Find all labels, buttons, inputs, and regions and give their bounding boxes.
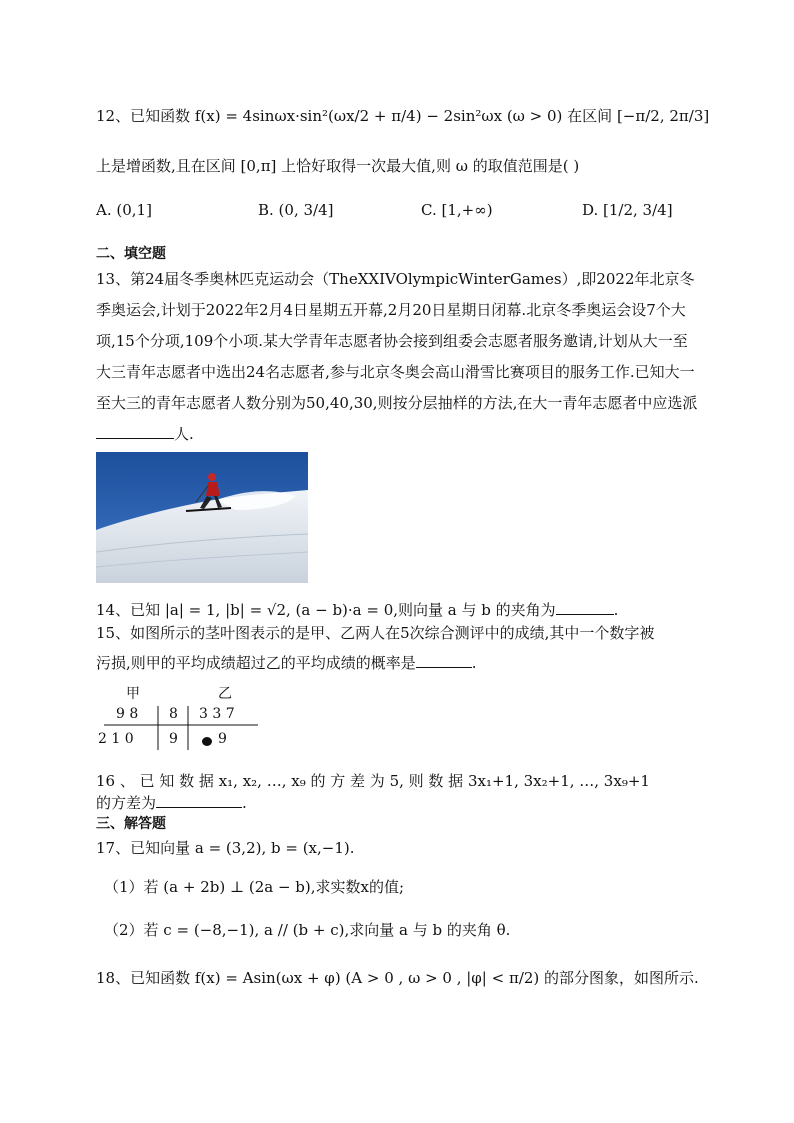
- stem-row1-left: 9 8: [116, 706, 139, 722]
- q17-part1: （1）若 (a + 2b) ⊥ (2a − b),求实数x的值;: [104, 878, 405, 896]
- q14-answer-blank: [556, 600, 614, 615]
- q15-line1: 15、如图所示的茎叶图表示的是甲、乙两人在5次综合测评中的成绩,其中一个数字被: [96, 624, 655, 642]
- stem-leaf-plot: [96, 680, 266, 750]
- stem-row1-right: 3 3 7: [199, 706, 235, 722]
- q16-body: 的方差为: [96, 794, 157, 812]
- q13-body: 13、第24届冬季奥林匹克运动会（TheXXIVOlympicWinterGames）,即2022年北京冬季奥运会,计划于2022年2月4日星期五开幕,2月20日星期日闭幕.北京冬季奥运会设7个大项,15个分项,109个小项.某大学青年志愿者协会接到组委会志愿者服务邀请,计划从大一至大三青年志愿者中选出24名志愿者,参与北京冬奥会高山滑雪比赛项目的服务工作.已知大一至大三的青年志愿者人数分别为50,40,30,则按分层抽样的方法,在大一青年志愿者中应选派: [96, 270, 698, 412]
- q14-tail: .: [613, 601, 619, 619]
- q16-line2: [96, 793, 247, 813]
- q15-line2: [96, 653, 477, 673]
- q13-tail: 人.: [174, 425, 194, 443]
- stem-row2-stem: 9: [169, 731, 178, 747]
- stem-label-yi: 乙: [218, 686, 232, 702]
- q17-intro: 17、已知向量 a = (3,2), b = (x,−1).: [96, 839, 355, 857]
- q18-text: 18、已知函数 f(x) = Asin(ωx + φ) (A > 0 , ω > 0 , |φ| < π/2) 的部分图象，如图所示.: [96, 969, 699, 987]
- q16-answer-blank: [156, 793, 242, 808]
- q14-body: 14、已知 |a| = 1, |b| = √2, (a − b)·a = 0,则向量 a 与 b 的夹角为: [96, 601, 556, 619]
- q12-option-b: B. (0, 3/4]: [258, 201, 334, 219]
- section-fill-in-heading: 二、填空题: [96, 246, 166, 262]
- q16-line1: 16 、 已 知 数 据 x₁, x₂, …, x₉ 的 方 差 为 5, 则 数 据 3x₁+1, 3x₂+1, …, 3x₉+1: [96, 772, 650, 790]
- q17-part2: （2）若 c = (−8,−1), a // (b + c),求向量 a 与 b 的夹角 θ.: [104, 921, 511, 939]
- q13-text: [96, 264, 698, 450]
- q13-answer-blank: [96, 424, 174, 439]
- skier-photo-graphic: [96, 452, 308, 583]
- stem-label-jia: 甲: [126, 686, 140, 702]
- q15-answer-blank: [416, 653, 472, 668]
- q16-tail: .: [242, 794, 247, 812]
- q12-option-d: D. [1/2, 3/4]: [582, 201, 673, 219]
- stem-row2-right: 9: [218, 731, 227, 747]
- q14-text: [96, 600, 618, 620]
- stem-row2-left: 2 1 0: [98, 731, 134, 747]
- q12-option-c: C. [1,+∞): [421, 201, 493, 219]
- stem-leaf-lines: [96, 680, 266, 750]
- q12-line2: 上是增函数,且在区间 [0,π] 上恰好取得一次最大值,则 ω 的取值范围是( ): [96, 157, 580, 175]
- q15-body: 污损,则甲的平均成绩超过乙的平均成绩的概率是: [96, 654, 416, 672]
- q15-tail: .: [471, 654, 477, 672]
- section-answer-heading: 三、解答题: [96, 816, 166, 832]
- stem-row1-stem: 8: [169, 706, 178, 722]
- q12-line1: 12、已知函数 f(x) = 4sinωx·sin²(ωx/2 + π/4) − 2sin²ωx (ω > 0) 在区间 [−π/2, 2π/3]: [96, 107, 710, 125]
- q12-option-a: A. (0,1]: [96, 201, 152, 219]
- skier-photo: [96, 452, 308, 583]
